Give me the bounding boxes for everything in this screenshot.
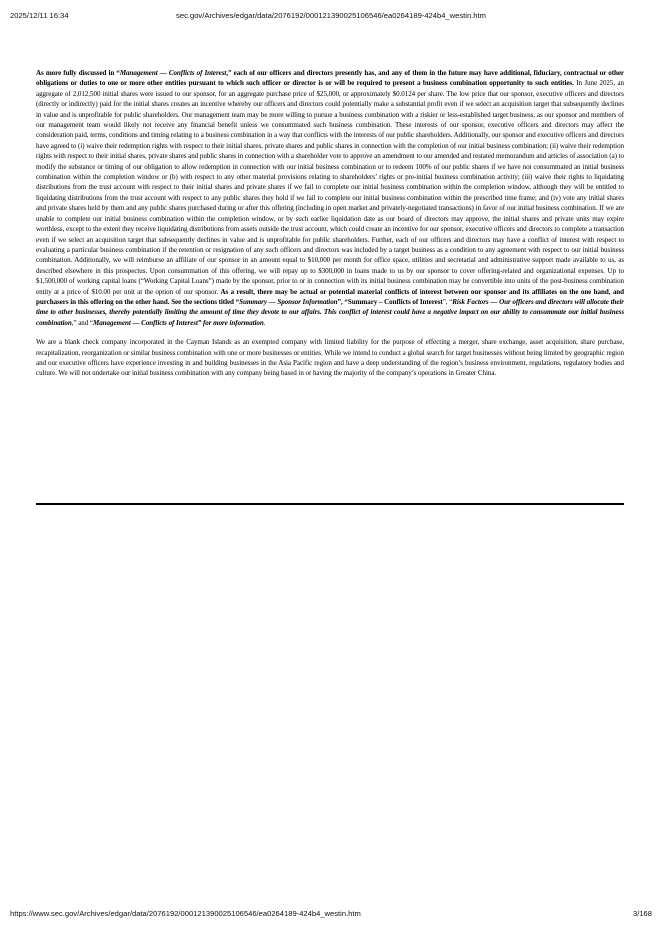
p1-s6: Summary — Sponsor Information <box>239 297 338 306</box>
browser-print-header <box>10 11 652 25</box>
p1-s13: . <box>263 318 266 327</box>
document-body <box>36 68 624 379</box>
p1-s9: Risk Factors — Our officers and directors will allocate their time to other businesses, thereby potentially limiting the amount of time they devote to our affairs. This conflict of interest could have a negative impact on our ability to consummate our initial business combination <box>36 297 624 327</box>
section-divider <box>36 503 624 505</box>
p1-s1: As more fully discussed in “ <box>36 69 120 77</box>
page-number: 3/168 <box>632 909 652 918</box>
p1-s11: Management — Conflicts of Interest <box>93 318 198 327</box>
blank-check-paragraph: We are a blank check company incorporated in the Cayman Islands as an exempted company with limited liability for the purpose of effecting a merger, share exchange, asset acquisition, share purchase, recapitalization, reorganization or similar business combination with one or more businesses or entities. While we intend to conduct a global search for target businesses without being limited by geographic region and our executive officers have experience investing in and building businesses in the Asia Pacific region and have a deep understanding of the region’s business environment, regulations, regulatory bodies and culture. We will not undertake our initial business combination with any company being based in or having the majority of the company’s operations in Greater China. <box>36 338 624 378</box>
p1-s3: ,” each of our officers and directors presently has, and any of them in the future may have additional, fiduciary, contractual or other obligations or duties to one or more other entities pursuant to which such officer or director is or will be required to present a business combination opportunity to such entities. <box>36 69 624 88</box>
print-url: https://www.sec.gov/Archives/edgar/data/2076192/000121390025106546/ea0264189-424b4_westin.htm <box>10 909 361 918</box>
print-timestamp: 2025/12/11 16:34 <box>10 11 69 20</box>
conflicts-paragraph <box>36 68 624 328</box>
p1-s7: ”, “Summary – Conflicts of Interest <box>337 297 443 306</box>
print-title: sec.gov/Archives/edgar/data/2076192/000121390025106546/ea0264189-424b4_westin.htm <box>176 11 486 20</box>
p1-s12: ” for more information <box>197 318 264 327</box>
browser-print-footer <box>10 909 652 923</box>
p1-s10: ,” and “ <box>71 318 94 327</box>
p1-s2: Management — Conflicts of Interest <box>119 69 227 77</box>
p1-s8: ”, “ <box>442 297 453 306</box>
p1-s4: In June 2025, an aggregate of 2,012,500 initial shares were issued to our sponsor, for an aggregate purchase price of $25,000, or approximately $0.0124 per share. The low price that our sponsor, executive officers and directors (directly or indirectly) paid for the initial shares creates an incentive whereby our officers and directors could potentially make a substantial profit even if we select an acquisition target that subsequently declines in value and is unprofitable for public shareholders. Our management team may be more willing to pursue a business combination with a riskier or less-established target business, as our sponsor and members of our management team would likely not receive any financial benefit unless we consummated such business combination. These interests of our sponsor, executive officers and directors may affect the consideration paid, terms, conditions and timing relating to a business combination in a way that conflicts with the interests of our public shareholders. Additionally, our sponsor and executive officers and directors have agreed to (i) waive their redemption rights with respect to their initial shares, private shares and public shares in connection with the completion of our initial business combination; (ii) waive their redemption rights with respect to their initial shares, private shares and public shares in connection with a shareholder vote to approve an amendment to our amended and restated memorandum and articles of association (a) to modify the substance or timing of our obligation to allow redemption in connection with our initial business combination or to redeem 100% of our public shares if we have not consummated an initial business combination within the completion window or (b) with respect to any other material provisions relating to shareholders’ rights or pre-initial business combination activity; (iii) waive their rights to liquidating distributions from the trust account with respect to their initial shares and private shares if we fail to complete our initial business combination within the completion window, although they will be entitled to liquidating distributions from the trust account with respect to any public shares they hold if we fail to complete our initial business combination within the prescribed time frame; and (iv) vote any initial shares and private shares held by them and any public shares purchased during or after this offering (including in open market and privately-negotiated transactions) in favor of our initial business combination. If we are unable to complete our initial business combination within the completion window, or by such earlier liquidation date as our board of directors may approve, the initial shares and private units may expire worthless, except to the extent they receive liquidating distributions from assets outside the trust account, which could create an incentive for our sponsor, executive officers and directors to complete a transaction even if we select an acquisition target that subsequently declines in value and is unprofitable for public shareholders. Further, each of our officers and directors may have a conflict of interest with respect to evaluating a particular business combination if the retention or resignation of any such officers and directors was included by a target business as a condition to any agreement with respect to our initial business combination. Additionally, we will reimburse an affiliate of our sponsor in an amount equal to $10,000 per month for office space, utilities and secretarial and administrative support made available to us, as described elsewhere in this prospectus. Upon consummation of this offering, we will repay up to $300,000 in loans made to us by our sponsor to cover offering-related and organizational expenses. Up to $1,500,000 of working capital loans (“Working Capital Loans”) made by the sponsor, prior to or in connection with its initial business combination may be convertible into units of the post-business combination entity at a price of $10.00 per unit at the option of our sponsor. <box>36 79 625 296</box>
p1-s5: As a result, there may be actual or potential material conflicts of interest between our sponsor and its affiliates on the one hand, and purchasers in this offering on the other hand. See the sections titled “ <box>36 287 625 306</box>
